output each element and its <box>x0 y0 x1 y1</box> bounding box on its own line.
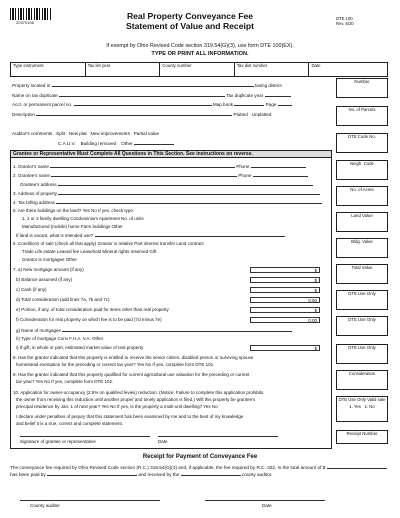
sidebox-consideration[interactable]: Consideration <box>336 370 388 390</box>
q7g-line <box>16 327 292 333</box>
q9b-line[interactable]: tax year? Yes No If yes, complete form DTE 102. <box>16 379 114 384</box>
header-table <box>10 62 388 77</box>
partial-value-option[interactable]: Partial value <box>133 131 159 136</box>
amount-7c[interactable]: $ <box>250 287 320 293</box>
exempt-note: If exempt by Ohio Revised Code section 319.54(G)(3), use form DTE 100(EX). <box>106 43 294 49</box>
q6-line[interactable]: 6. Conditions of sale (check all that apply) Grantor is relative Part interest transfer Land contract <box>13 241 204 246</box>
sidebox-parcels[interactable]: No. of Parcels <box>336 106 388 126</box>
signature-field[interactable] <box>20 432 150 437</box>
q7h-line[interactable]: h) Type of mortgage Conv F.H.A. V.A. Other <box>16 336 104 341</box>
q8b-line[interactable]: homestead exemption for the preceding or current tax year? Yes No If yes, complete form DTE 101. <box>16 362 215 367</box>
receipt-text-4: county auditor. <box>241 472 273 478</box>
auditor-line <box>12 131 159 136</box>
q10c-line[interactable]: principal residence by Jan. 1 of next year? Yes No If yes, is the property a multi-unit dwelling? Yes No <box>16 404 218 409</box>
signature-date-field[interactable] <box>158 432 278 437</box>
receipt-text-3: and received by the <box>138 472 180 478</box>
q6c-line[interactable]: Grantor is mortgagee Other <box>22 257 78 262</box>
acct-line <box>12 101 292 107</box>
receipt-date-field[interactable] <box>205 496 325 501</box>
vacant-use-field[interactable] <box>95 232 285 237</box>
grantee-addr-label: Grantee's address <box>20 182 57 187</box>
q7c-line: c) Cash (if any) <box>16 287 47 292</box>
sidebox-number[interactable]: Number <box>336 78 388 98</box>
valid-sale-label: DTE Use Only Valid sale <box>338 397 386 402</box>
label: Map book <box>212 102 234 107</box>
receipt-text-2: has been paid by <box>10 472 46 478</box>
barcode <box>10 8 52 20</box>
q7e-line: e) Portion, if any, of total consideration paid for items other than real property <box>16 307 169 312</box>
paid-by-field[interactable] <box>47 471 137 476</box>
county-field[interactable] <box>181 471 241 476</box>
label: Acct. or permanent parcel no. <box>12 102 73 107</box>
county-auditor-field[interactable] <box>20 496 160 501</box>
q7b-line: b) Balance assumed (if any) <box>16 277 73 282</box>
q7f-line: f) Consideration for real property on which fee is to be paid (7d minus 7e) <box>16 317 162 322</box>
sidebox-dte-use-1[interactable]: DTE Use Only <box>336 290 388 310</box>
receipt-date-label: Date <box>262 503 272 508</box>
new-plat-option[interactable]: New plat <box>68 131 87 136</box>
grantee-phone-field[interactable] <box>253 172 308 177</box>
amount-7b[interactable]: $ <box>250 277 320 283</box>
sidebox-neigh-code[interactable]: Neigh. Code <box>336 160 388 180</box>
receipt-text <box>10 464 390 479</box>
barcode-number: 20370106 <box>16 20 34 25</box>
q2-line <box>13 172 308 178</box>
q5d-line <box>16 232 285 238</box>
date-cell[interactable]: Date <box>311 63 321 68</box>
q1-label: 1. Grantor's name <box>13 164 49 169</box>
other-field[interactable] <box>134 140 174 145</box>
valid-sale-yes[interactable]: 1. Yes <box>349 403 361 409</box>
tax-billing-field[interactable] <box>56 199 322 204</box>
sidebox-dte-use-3[interactable]: DTE Use Only <box>336 344 388 364</box>
sidebox-acres[interactable]: No. of Acres <box>336 186 388 206</box>
county-number-cell[interactable]: County number <box>160 63 235 76</box>
label: Tax duplicate year <box>226 93 264 98</box>
sidebox-total-value[interactable]: Total Value <box>336 264 388 284</box>
q6b-line[interactable]: Trade Life estate Leased fee Leasehold Mineral rights reserved Gift <box>22 249 157 254</box>
property-address-field[interactable] <box>58 190 320 195</box>
amount-7f[interactable]: 0.00 <box>250 317 320 323</box>
phone-label: Phone <box>236 164 250 169</box>
q5-line[interactable]: 5. Are there buildings on the land? Yes No If yes, check type: <box>13 208 135 213</box>
sidebox-dte-use-2[interactable]: DTE Use Only <box>336 316 388 336</box>
name-dup-line <box>12 92 291 98</box>
sidebox-valid-sale[interactable] <box>336 396 388 422</box>
q5d-label: If land is vacant, what is intended use? <box>16 233 94 238</box>
new-improvements-option[interactable]: New improvements <box>90 131 130 136</box>
form-number <box>336 16 354 26</box>
unplatted-option[interactable]: Unplatted <box>251 112 272 117</box>
mortgagee-field[interactable] <box>62 327 292 332</box>
declare-line-2: and belief it is a true, correct and complete statement. <box>16 421 124 426</box>
receipt-title: Receipt for Payment of Conveyance Fee <box>142 454 258 460</box>
amount-7a[interactable]: $ <box>250 267 320 273</box>
sidebox-dte-code[interactable]: DTE Code No. <box>336 133 388 153</box>
section-heading: Grantee or Representative Must Complete All Questions in This Section. See instructions on reverse. <box>10 150 332 158</box>
label: Description <box>12 112 35 117</box>
q7d-line: d) Total consideration (add lines 7a, 7b and 7c) <box>16 297 110 302</box>
name-dup-field[interactable] <box>59 92 225 97</box>
grantor-phone-field[interactable] <box>251 163 306 168</box>
property-located-line <box>12 82 282 88</box>
signature-label: Signature of grantee or representative <box>20 439 96 444</box>
grantee-addr-line <box>20 181 313 187</box>
phone-label: Phone <box>238 173 252 178</box>
q9-line: 9. Has the grantor indicated that this property qualified for current agricultural use valuation for the preceding or current <box>13 372 250 377</box>
form-rev: Rev. 5/20 <box>336 21 354 27</box>
building-removed-option[interactable]: Building removed <box>80 141 117 146</box>
q7i-line: i) If gift, in whole or part, estimated market value of real property <box>16 345 144 350</box>
amount-7i[interactable]: $ <box>250 345 320 351</box>
label: Property located in <box>12 83 51 88</box>
q7g-label: g) Name of mortgagee <box>16 328 62 333</box>
amount-7e[interactable]: $ <box>250 307 320 313</box>
q7a-line: 7. a) New mortgage amount (if any) <box>13 267 84 272</box>
grantee-addr-field[interactable] <box>58 181 313 186</box>
cauv-option[interactable]: C.A.U.V. <box>58 141 76 146</box>
q10b-line: the owner from receiving this reduction until another proper and timely application is filed.) Will this property be grantee's <box>16 397 256 402</box>
q5c-line[interactable]: Manufactured (mobile) home Farm buildings Other <box>22 224 123 229</box>
title-line-1: Real Property Conveyance Fee <box>126 11 254 21</box>
acct-field[interactable] <box>74 101 212 106</box>
label: Auditor's comments <box>12 131 53 136</box>
q4-line <box>13 199 322 205</box>
q4-label: 4. Tax billing address <box>13 200 55 205</box>
description-line <box>12 111 271 117</box>
label: Name on tax duplicate <box>12 93 58 98</box>
auditor-line-2 <box>58 140 174 146</box>
valid-sale-options <box>337 405 387 410</box>
description-field[interactable] <box>36 111 232 116</box>
title-line-2: Statement of Value and Receipt <box>126 20 254 31</box>
q2-label: 2. Grantee's name <box>13 173 50 178</box>
tax-dist-number-cell[interactable]: Tax dist number <box>235 63 310 76</box>
q5b-line[interactable]: 1, 2 or 3 family dwelling Condominium Apartment No. of units <box>22 216 144 221</box>
tax-dup-year-field[interactable] <box>265 92 291 97</box>
tax-list-year-cell[interactable]: Tax list year <box>86 63 161 76</box>
q3-line <box>13 190 320 196</box>
receipt-text-1: The conveyance fee required by Ohio Revised Code section (R.C.) 319.54(G)(3) and, if applicable, the fee required by R.C. 322, in the total amount of $ <box>10 465 326 470</box>
valid-sale-no[interactable]: 2. No <box>364 403 375 409</box>
grantor-name-field[interactable] <box>50 163 235 168</box>
print-note: TYPE OR PRINT ALL INFORMATION. <box>151 51 249 57</box>
receipt-amount-field[interactable] <box>327 464 387 469</box>
signature-date-label: Date <box>158 439 168 444</box>
split-option[interactable]: Split <box>56 131 65 136</box>
platted-option[interactable]: Platted <box>233 112 248 117</box>
form-title <box>90 12 290 32</box>
q3-label: 3. Address of property <box>13 191 58 196</box>
q10-line: 10. Application for owner-occupancy (2.5% on qualified levies) reduction. (Notice: Failure to complete this application prohibits <box>13 390 264 395</box>
declare-line: I declare under penalties of perjury that this statement has been examined by me and to the best of my knowledge <box>16 414 244 419</box>
sidebox-receipt-number[interactable]: Receipt Number <box>336 430 388 444</box>
form-id: DTE 100 <box>336 16 353 21</box>
label: Page <box>265 102 277 107</box>
q8-line: 8. Has the grantor indicated that this property is entitled to receive the senior citizen, disabled person or surviving spouse <box>13 355 254 360</box>
property-located-field[interactable] <box>52 82 254 87</box>
page-field[interactable] <box>278 101 292 106</box>
type-instrument-cell[interactable]: Type instrument <box>11 63 86 76</box>
sidebox-land-value[interactable]: Land Value <box>336 212 388 232</box>
amount-7d[interactable]: 0.00 <box>250 297 320 303</box>
county-auditor-label: County auditor <box>30 503 60 508</box>
label: taxing district <box>254 83 282 88</box>
sidebox-bldg-value[interactable]: Bldg. Value <box>336 238 388 258</box>
other-option[interactable]: Other <box>121 141 133 146</box>
grantee-name-field[interactable] <box>51 172 237 177</box>
map-book-field[interactable] <box>234 101 264 106</box>
q1-line <box>13 163 306 169</box>
